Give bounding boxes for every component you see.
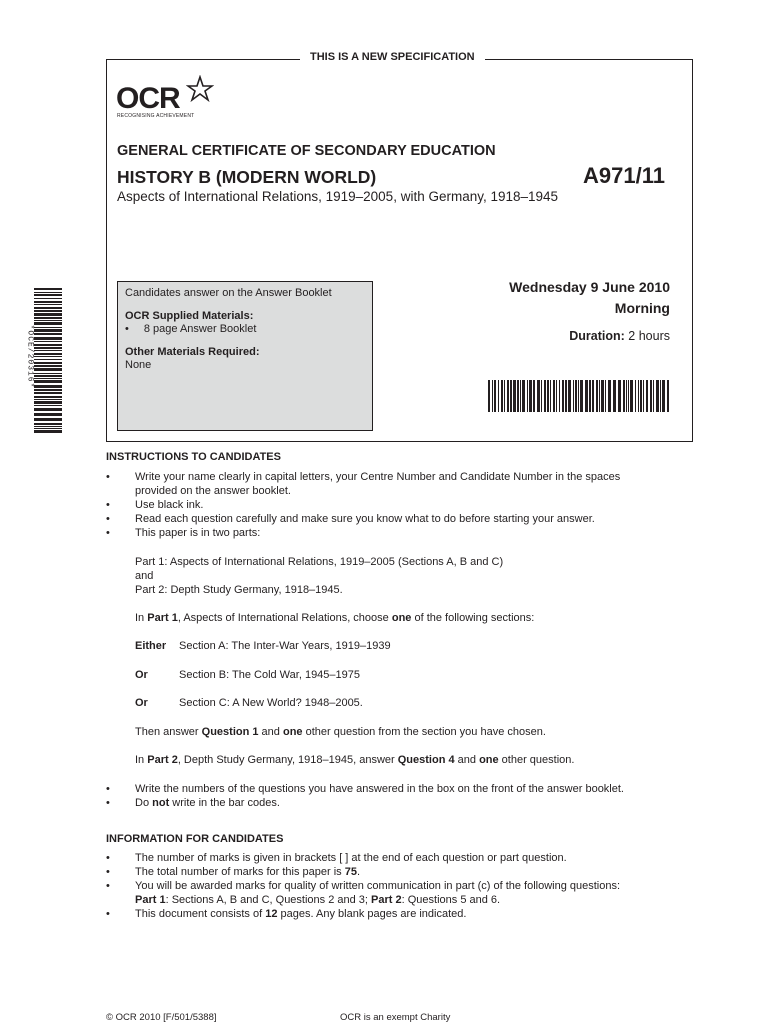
side-barcode bbox=[34, 288, 62, 436]
spec-banner: THIS IS A NEW SPECIFICATION bbox=[300, 51, 485, 63]
exam-duration: Duration: 2 hours bbox=[569, 329, 670, 343]
exam-session: Morning bbox=[614, 300, 670, 316]
supplied-materials-item: • 8 page Answer Booklet bbox=[125, 323, 257, 335]
copyright-footer: © OCR 2010 [F/501/5388] bbox=[106, 1012, 217, 1023]
logo-tagline: RECOGNISING ACHIEVEMENT bbox=[117, 113, 195, 119]
qualification-title: GENERAL CERTIFICATE OF SECONDARY EDUCATION bbox=[117, 143, 496, 159]
star-logo-icon bbox=[186, 75, 214, 103]
and-line: and bbox=[135, 570, 154, 582]
choose-section-line: In Part 1, Aspects of International Relations, choose one of the following sections: bbox=[135, 612, 535, 624]
supplied-materials-heading: OCR Supplied Materials: bbox=[125, 309, 254, 322]
instructions-heading: INSTRUCTIONS TO CANDIDATES bbox=[106, 451, 281, 463]
section-option: Either Section A: The Inter-War Years, 1919–1939 bbox=[135, 640, 391, 652]
charity-footer: OCR is an exempt Charity bbox=[340, 1012, 451, 1023]
other-materials-heading: Other Materials Required: bbox=[125, 345, 260, 358]
part2-line: Part 2: Depth Study Germany, 1918–1945. bbox=[135, 584, 343, 596]
paper-title: Aspects of International Relations, 1919–2005, with Germany, 1918–1945 bbox=[117, 189, 559, 204]
information-heading: INFORMATION FOR CANDIDATES bbox=[106, 833, 284, 845]
materials-box bbox=[117, 281, 373, 431]
then-answer-line: Then answer Question 1 and one other question from the section you have chosen. bbox=[135, 726, 546, 738]
paper-code: A971/11 bbox=[583, 163, 665, 188]
information-item-continued: Part 1: Sections A, B and C, Questions 2 and 3; Part 2: Questions 5 and 6. bbox=[135, 894, 501, 906]
side-barcode-text: *OCE/20316* bbox=[25, 324, 35, 389]
part2-instruction-line: In Part 2, Depth Study Germany, 1918–1945, answer Question 4 and one other question. bbox=[135, 754, 575, 766]
part1-line: Part 1: Aspects of International Relations, 1919–2005 (Sections A, B and C) bbox=[135, 556, 504, 568]
subject-title: HISTORY B (MODERN WORLD) bbox=[117, 167, 377, 187]
other-materials-value: None bbox=[125, 359, 152, 371]
paper-barcode bbox=[488, 380, 672, 420]
ocr-logo: OCR bbox=[116, 82, 180, 115]
exam-date: Wednesday 9 June 2010 bbox=[509, 279, 670, 295]
section-option: Or Section C: A New World? 1948–2005. bbox=[135, 697, 363, 709]
section-option: Or Section B: The Cold War, 1945–1975 bbox=[135, 669, 361, 681]
answer-booklet-note: Candidates answer on the Answer Booklet bbox=[125, 287, 332, 299]
